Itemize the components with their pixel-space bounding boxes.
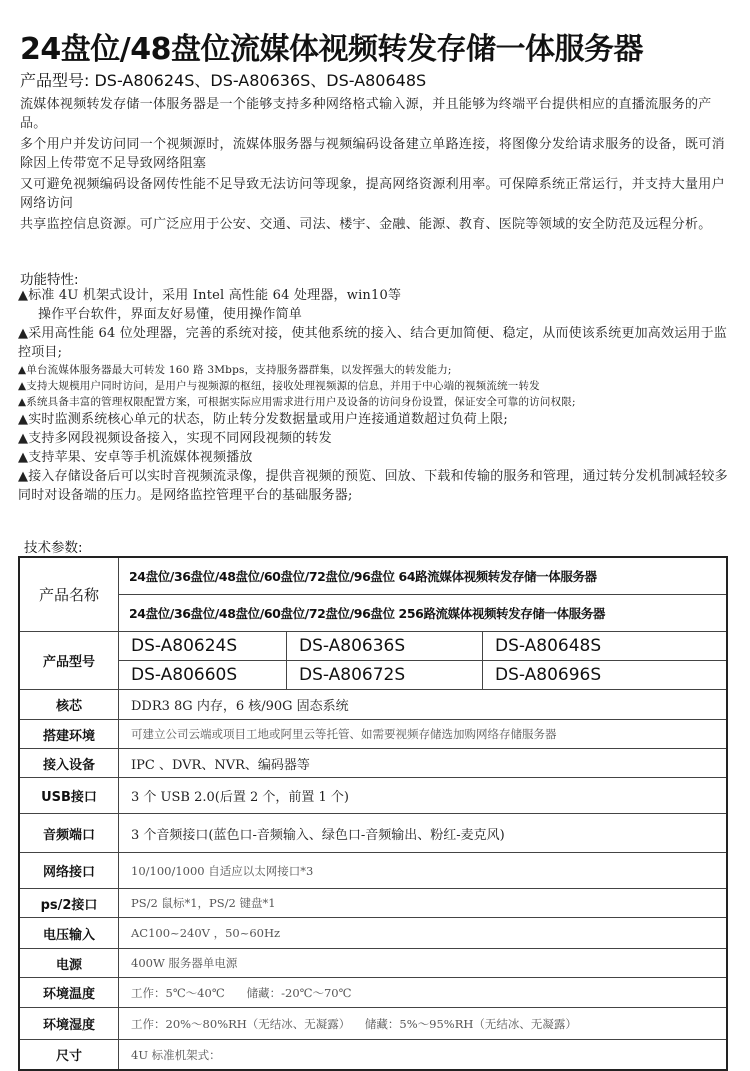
spec-label: 接入设备 <box>20 749 119 777</box>
spec-value: 4U 标准机架式： <box>131 1047 221 1062</box>
product-name-256: 24盘位/36盘位/48盘位/60盘位/72盘位/96盘位 256路流媒体视频转发存储一体服务器 <box>119 594 726 631</box>
intro-paragraph: 多个用户并发访问同一个视频源时，流媒体服务器与视频编码设备建立单路连接，将图像分发给请求服务的设备，既可消除因上传带宽不足导致网络阻塞 <box>20 137 725 171</box>
feature-item: ▲支持苹果、安卓等手机流媒体视频播放 <box>18 450 253 465</box>
spec-row-audio-ports <box>20 814 726 853</box>
spec-label: 音频端口 <box>20 814 119 852</box>
model-cell: DS-A80696S <box>495 664 602 685</box>
feature-item: ▲单台流媒体服务器最大可转发 160 路 3Mbps，支持服务器群集，以发挥强大的转发能力; <box>18 364 452 376</box>
spec-value: 3 个音频接口(蓝色口-音频输入、绿色口-音频输出、粉红-麦克风) <box>131 827 505 843</box>
page-title: 24盘位/48盘位流媒体视频转发存储一体服务器 <box>20 32 643 67</box>
spec-value: 3 个 USB 2.0(后置 2 个，前置 1 个) <box>131 790 349 805</box>
spec-label: USB接口 <box>20 778 119 813</box>
features-title: 功能特性: <box>20 272 79 288</box>
spec-row-humidity <box>20 1008 726 1040</box>
feature-item: ▲实时监测系统核心单元的状态，防止转分发数据量或用户连接通道数超过负荷上限; <box>18 412 508 427</box>
model-cell: DS-A80648S <box>483 632 726 661</box>
spec-label: 搭建环境 <box>20 720 119 748</box>
feature-item: ▲支持大规模用户同时访问，是用户与视频源的枢纽，接收处理视频源的信息，并用于中心端的视频流统一转发 <box>18 380 540 392</box>
spec-label: ps/2接口 <box>20 889 119 917</box>
spec-row-voltage-input <box>20 918 726 949</box>
spec-label: 环境温度 <box>20 978 119 1007</box>
feature-item: 操作平台软件，界面友好易懂，使用操作简单 <box>38 307 303 322</box>
spec-row-usb-ports <box>20 778 726 814</box>
intro-paragraph: 流媒体视频转发存储一体服务器是一个能够支持多种网络格式输入源，并且能够为终端平台提供相应的直播流服务的产品。 <box>20 97 712 131</box>
spec-table <box>18 556 728 1071</box>
spec-row-access-devices <box>20 749 726 778</box>
params-title: 技术参数: <box>24 540 83 556</box>
spec-row-model <box>20 632 726 690</box>
spec-label: 电源 <box>20 949 119 977</box>
spec-row-power-supply <box>20 949 726 978</box>
model-cell: DS-A80660S <box>119 661 287 690</box>
model-cell: DS-A80624S <box>119 632 287 661</box>
feature-item: ▲系统具备丰富的管理权限配置方案，可根据实际应用需求进行用户及设备的访问身份设置，保证安全可靠的访问权限; <box>18 396 576 408</box>
spec-label: 核芯 <box>20 690 119 719</box>
spec-value: IPC 、DVR、NVR、编码器等 <box>131 757 310 773</box>
feature-item: ▲标准 4U 机架式设计，采用 Intel 高性能 64 处理器，win10等 <box>18 288 402 303</box>
spec-value: DDR3 8G 内存，6 核/90G 固态系统 <box>131 699 349 714</box>
model-cell: DS-A80636S <box>287 632 483 661</box>
spec-value: 工作：5℃～40℃ 储藏：-20℃～70℃ <box>131 985 352 1000</box>
feature-item: ▲接入存储设备后可以实时音视频流录像，提供音视频的预览、回放、下载和传输的服务和管理，通过转分发机制减轻较多同时对设备端的压力。是网络监控管理平台的基础服务器; <box>18 469 728 503</box>
intro-section <box>20 95 725 236</box>
spec-value: AC100~240V ，50~60Hz <box>131 926 281 940</box>
product-names <box>119 558 726 631</box>
model-cell: DS-A80672S <box>287 661 483 690</box>
spec-label: 环境湿度 <box>20 1008 119 1039</box>
spec-value: PS/2 鼠标*1，PS/2 键盘*1 <box>131 896 276 910</box>
intro-paragraph: 共享监控信息资源。可广泛应用于公安、交通、司法、楼宇、金融、能源、教育、医院等领域的安全防范及远程分析。 <box>20 217 712 232</box>
spec-value: 工作：20%～80%RH（无结冰、无凝露） 储藏：5%～95%RH（无结冰、无凝露） <box>131 1016 577 1031</box>
spec-row-network-ports <box>20 853 726 889</box>
spec-label: 产品名称 <box>20 558 119 631</box>
spec-row-core <box>20 690 726 720</box>
spec-value: 可建立公司云端或项目工地或阿里云等托管、如需要视频存储选加购网络存储服务器 <box>131 727 557 741</box>
feature-item: ▲支持多网段视频设备接入，实现不同网段视频的转发 <box>18 431 332 446</box>
model-grid <box>119 632 726 689</box>
spec-row-ps2-ports <box>20 889 726 918</box>
spec-label: 电压输入 <box>20 918 119 948</box>
spec-row-product-name <box>20 558 726 632</box>
feature-item: ▲采用高性能 64 位处理器，完善的系统对接，使其他系统的接入、结合更加简便、稳定，从而使该系统更加高效运用于监控项目; <box>18 326 728 360</box>
spec-row-environment <box>20 720 726 749</box>
features-list <box>18 286 728 505</box>
model-line: 产品型号: DS-A80624S、DS-A80636S、DS-A80648S <box>20 71 427 90</box>
spec-label: 尺寸 <box>20 1040 119 1069</box>
spec-value: 400W 服务器单电源 <box>131 956 238 970</box>
spec-row-temperature <box>20 978 726 1008</box>
spec-label: 网络接口 <box>20 853 119 888</box>
product-name-64: 24盘位/36盘位/48盘位/60盘位/72盘位/96盘位 64路流媒体视频转发存储一体服务器 <box>129 569 597 584</box>
intro-paragraph: 又可避免视频编码设备网传性能不足导致无法访问等现象，提高网络资源利用率。可保障系统正常运行，并支持大量用户网络访问 <box>20 177 725 211</box>
spec-row-dimensions <box>20 1040 726 1069</box>
spec-label: 产品型号 <box>20 632 119 689</box>
spec-value: 10/100/1000 自适应以太网接口*3 <box>131 863 314 878</box>
